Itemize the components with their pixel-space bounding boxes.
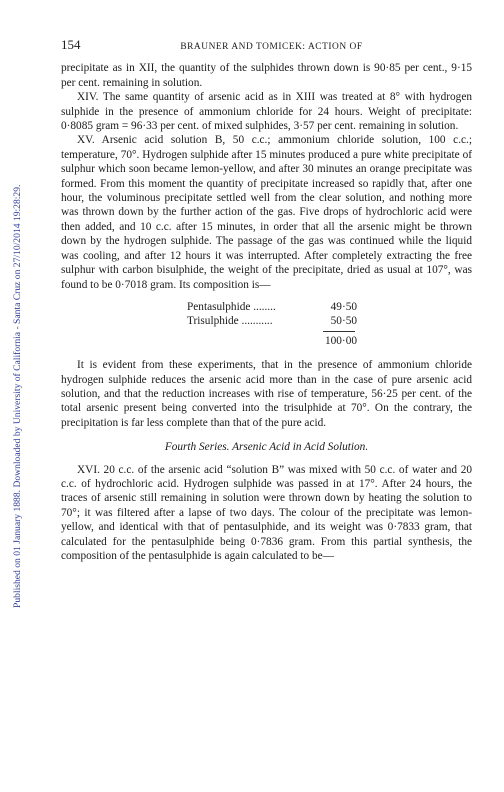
page-body bbox=[61, 38, 472, 563]
paragraph-experiment-xiv: XIV. The same quantity of arsenic acid as in XIII was treated at 8° with hydrogen sulphide in the presence of ammonium chloride for 24 hours. Weight of precipitate: 0·8085 gram = 96·33 per cent. of mixed sulphides, 3·57 per cent. remaining in solution. bbox=[61, 91, 472, 133]
table-cell-value: 49·50 bbox=[330, 300, 357, 313]
page-number: 154 bbox=[61, 37, 81, 52]
table-row bbox=[187, 300, 357, 314]
table-cell-name: Trisulphide ........... bbox=[187, 315, 273, 328]
paragraph-conclusion: It is evident from these experiments, that in the presence of ammonium chloride hydrogen sulphide reduces the arsenic acid more than in the case of pure arsenic acid solution, and that the reduction increases with rise of temperature, 56·25 per cent. of the total arsenic present being converted into the trisulphide at 70°. On the contrary, the precipitation is far less complete than that of the pure acid. bbox=[61, 359, 472, 429]
paragraph-experiment-xv: XV. Arsenic acid solution B, 50 c.c.; ammonium chloride solution, 100 c.c.; temperature, 70°. Hydrogen sulphide after 15 minutes produced a pure white precipitate of sulphur which soon became lemon-yellow, and after 30 minutes an orange precipitate was formed. From this moment the quantity of precipitate increased so rapidly that, after one hour, the voluminous precipitate settled well from the clear solution, and nothing more was thrown down by the further action of the gas. Five drops of hydrochloric acid were then added, and 10 c.c. after 15 minutes, in order that all the arsenic might be thrown down by the hydrogen sulphide. The passage of the gas was continued while the liquid was cooling, and after 12 hours it was interrupted. After completely extracting the free sulphur with carbon bisulphide, the weight of the precipitate, dried as usual at 107°, was found to be 0·7018 gram. Its composition is— bbox=[61, 134, 472, 291]
table-row bbox=[187, 314, 357, 328]
composition-table bbox=[187, 300, 357, 348]
section-heading: Fourth Series. Arsenic Acid in Acid Solution. bbox=[164, 441, 369, 454]
paragraph-experiment-xvi: XVI. 20 c.c. of the arsenic acid “solution B” was mixed with 50 c.c. of water and 20 c.c. of hydrochloric acid. Hydrogen sulphide was passed in at 17°. After 24 hours, the traces of arsenic still remaining in solution were thrown down by heating the solution to 70°; it was filtered after a lapse of two days. The colour of the precipitate was lemon-yellow, and identical with that of pentasulphide, and its weight was 0·7833 gram, that calculated for the pentasulphide being 0·7836 gram. From this partial synthesis, the composition of the pentasulphide is again calculated to be— bbox=[61, 463, 472, 562]
running-head bbox=[61, 38, 472, 54]
running-title: BRAUNER AND TOMICEK: ACTION OF bbox=[180, 42, 363, 52]
table-total: 100·00 bbox=[324, 334, 357, 347]
sum-rule bbox=[323, 331, 355, 332]
paragraph-continuation: precipitate as in XII, the quantity of the sulphides thrown down is 90·85 per cent., 9·15 per cent. remaining in solution. bbox=[61, 62, 472, 89]
download-watermark: Published on 01 January 1888. Downloaded by University of California - Santa Cruz on 27/10/2014 19:28:29. bbox=[12, 184, 23, 608]
table-cell-value: 50·50 bbox=[330, 315, 357, 328]
table-cell-name: Pentasulphide ........ bbox=[187, 300, 276, 313]
